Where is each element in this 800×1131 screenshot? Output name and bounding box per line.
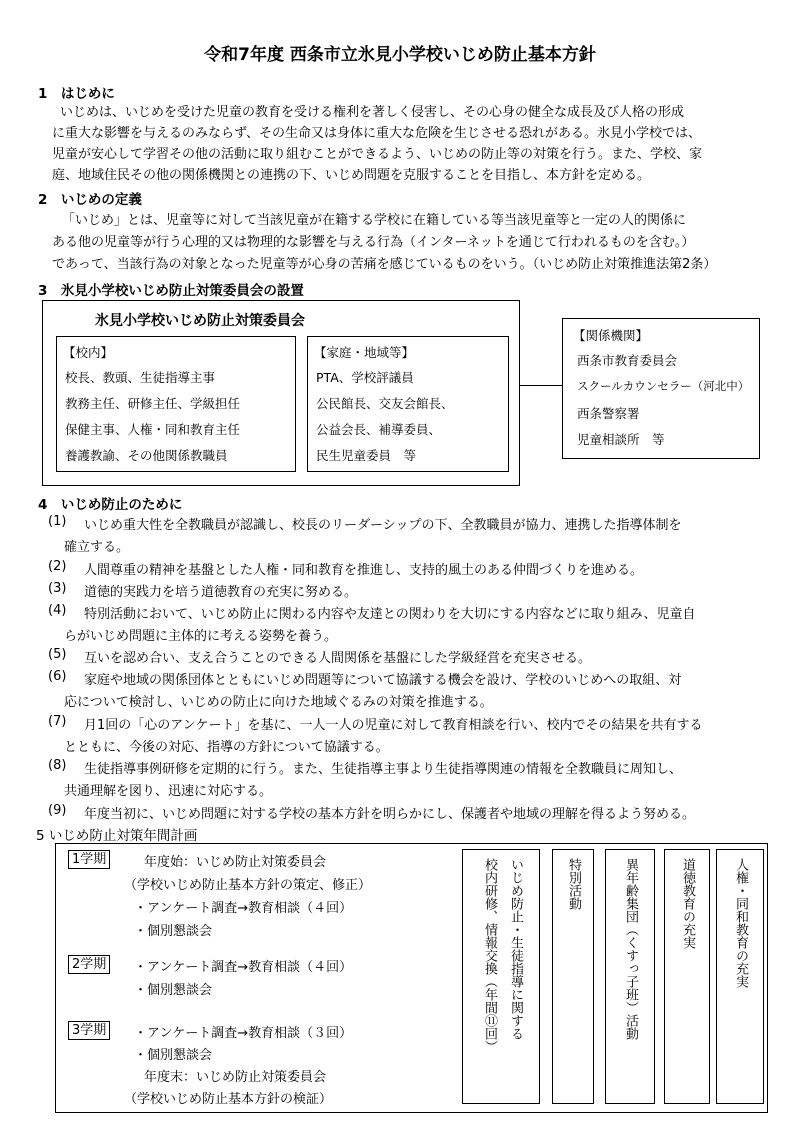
section-3-heading: 3 氷見小学校いじめ防止対策委員会の設置 [38, 283, 304, 299]
section-2-line: であって、当該行為の対象となった児童等が心身の苦痛を感じているものをいう。（いじめ防止対策推進法第2条） [52, 257, 717, 272]
agency-line: スクールカウンセラー（河北中） [577, 379, 750, 393]
item-text: らがいじめ問題に主体的に考える姿勢を養う。 [64, 629, 338, 644]
school-member-line: 校長、教頭、生徒指導主事 [65, 370, 216, 385]
plan-line: ・個別懇談会 [134, 1048, 213, 1063]
plan-column-mixed-age-groups [605, 849, 655, 1104]
agency-line: 西条警察署 [577, 406, 640, 421]
section-2-heading: 2 いじめの定義 [38, 192, 142, 208]
term-2-label: 2学期 [68, 955, 110, 974]
plan-line: （学校いじめ防止基本方針の検証） [124, 1092, 333, 1107]
item-number: (3) [48, 581, 67, 596]
item-text: 互いを認め合い、支え合うことのできる人間関係を基盤にした学級経営を充実させる。 [84, 651, 592, 666]
section-4-heading: 4 いじめ防止のために [38, 497, 183, 513]
section-1-line: に重大な影響を与えるのみならず、その生命又は身体に重大な危険を生じさせる恐れがある。氷見小学校では、 [52, 126, 701, 141]
item-text: 月1回の「心のアンケート」を基に、一人一人の児童に対して教育相談を行い、校内でその結果を共有する [84, 718, 703, 733]
community-member-line: 公民館長、交友会館長、 [316, 396, 454, 411]
column-text: 校内研修、情報交換（年間⑪回） [482, 858, 497, 1053]
column-text: 特別活動 [566, 858, 581, 910]
plan-line: 年度始：いじめ防止対策委員会 [144, 855, 327, 870]
item-text: 応について検討し、いじめの防止に向けた地域ぐるみの対策を推進する。 [64, 695, 493, 710]
community-member-line: PTA、学校評議員 [316, 370, 414, 385]
school-member-line: 教務主任、研修主任、学級担任 [65, 396, 241, 411]
plan-column-human-rights [716, 849, 764, 1104]
connector-line [520, 385, 562, 386]
item-number: (9) [48, 803, 67, 818]
item-number: (4) [48, 603, 67, 618]
item-number: (5) [48, 647, 67, 662]
section-1-heading: 1 はじめに [38, 86, 115, 102]
item-text: 人間尊重の精神を基盤とした人権・同和教育を推進し、支持的風土のある仲間づくりを進める。 [84, 563, 644, 578]
item-text: いじめ重大性を全教職員が認識し、校長のリーダーシップの下、全教職員が協力、連携した指導体制を [84, 518, 682, 533]
school-label: 【校内】 [63, 345, 114, 360]
item-text: 生徒指導事例研修を定期的に行う。また、生徒指導主事より生徒指導関連の情報を全教職員に周知し、 [84, 762, 683, 777]
plan-column-moral-education [664, 849, 710, 1104]
term-3-label: 3学期 [68, 1021, 110, 1040]
section-2-line: 「いじめ」とは、児童等に対して当該児童が在籍する学校に在籍している等当該児童等と一定の人的関係に [62, 213, 687, 228]
column-text: 道徳教育の充実 [680, 858, 695, 949]
term-1-label: 1学期 [68, 850, 110, 869]
agency-line: 児童相談所 等 [577, 432, 665, 447]
item-number: (7) [48, 714, 67, 729]
agencies-box [562, 318, 760, 459]
plan-line: ・アンケート調査→教育相談（４回） [134, 960, 353, 975]
agencies-label: 【関係機関】 [573, 328, 649, 343]
item-text: とともに、今後の対応、指導の方針について協議する。 [64, 740, 389, 755]
community-member-line: 民生児童委員 等 [316, 448, 417, 463]
plan-column-training [462, 849, 540, 1104]
plan-line: ・アンケート調査→教育相談（４回） [134, 901, 353, 916]
section-1-line: 庭、地域住民その他の関係機関との連携の下、いじめ問題を克服することを目指し、本方針を定める。 [52, 168, 651, 183]
community-members-box [307, 336, 509, 472]
item-number: (2) [48, 559, 67, 574]
school-member-line: 養護教諭、その他関係教職員 [65, 448, 228, 463]
community-member-line: 公益会長、補導委員、 [316, 422, 442, 437]
plan-line: ・個別懇談会 [134, 983, 213, 998]
plan-line: ・アンケート調査→教育相談（３回） [134, 1026, 353, 1041]
page-title: 令和7年度 西条市立氷見小学校いじめ防止基本方針 [204, 45, 596, 65]
item-text: 家庭や地域の関係団体とともにいじめ問題等について協議する機会を設け、学校のいじめへの取組、対 [84, 673, 682, 688]
column-text: 人権・同和教育の充実 [733, 858, 748, 988]
plan-line: 年度末：いじめ防止対策委員会 [144, 1070, 327, 1085]
item-text: 確立する。 [64, 540, 130, 555]
school-members-box [56, 336, 296, 472]
section-1-line: 児童が安心して学習その他の活動に取り組むことができるよう、いじめの防止等の対策を行う。また、学校、家 [52, 147, 703, 162]
item-number: (1) [48, 514, 67, 529]
agency-line: 西条市教育委員会 [577, 353, 678, 368]
section-1-line: いじめは、いじめを受けた児童の教育を受ける権利を著しく侵害し、その心身の健全な成長及び人格の形成 [60, 105, 685, 120]
section-5-heading: 5 いじめ防止対策年間計画 [36, 828, 198, 844]
item-text: 道徳的実践力を培う道徳教育の充実に努める。 [84, 585, 358, 600]
annual-plan-box [55, 843, 768, 1113]
section-2-line: ある他の児童等が行う心理的又は物理的な影響を与える行為（インターネットを通じて行われるものを含む。） [52, 235, 695, 250]
plan-line: ・個別懇談会 [134, 924, 213, 939]
committee-box [42, 300, 520, 486]
item-text: 共通理解を図り、迅速に対応する。 [64, 784, 273, 799]
school-member-line: 保健主事、人権・同和教育主任 [65, 422, 241, 437]
item-text: 年度当初に、いじめ問題に対する学校の基本方針を明らかにし、保護者や地域の理解を得るよう努める。 [84, 807, 696, 822]
committee-title: 氷見小学校いじめ防止対策委員会 [95, 313, 305, 329]
item-number: (6) [48, 669, 67, 684]
column-text: 異年齢集団（くすっ子班）活動 [623, 858, 638, 1040]
plan-line: （学校いじめ防止基本方針の策定、修正） [124, 878, 372, 893]
plan-column-special-activities [552, 849, 594, 1104]
column-text: いじめ防止・生徒指導に関する [508, 858, 523, 1040]
item-number: (8) [48, 758, 67, 773]
item-text: 特別活動において、いじめ防止に関わる内容や友達との関わりを大切にする内容などに取り組み、児童自 [84, 607, 696, 622]
community-label: 【家庭・地域等】 [314, 345, 415, 360]
